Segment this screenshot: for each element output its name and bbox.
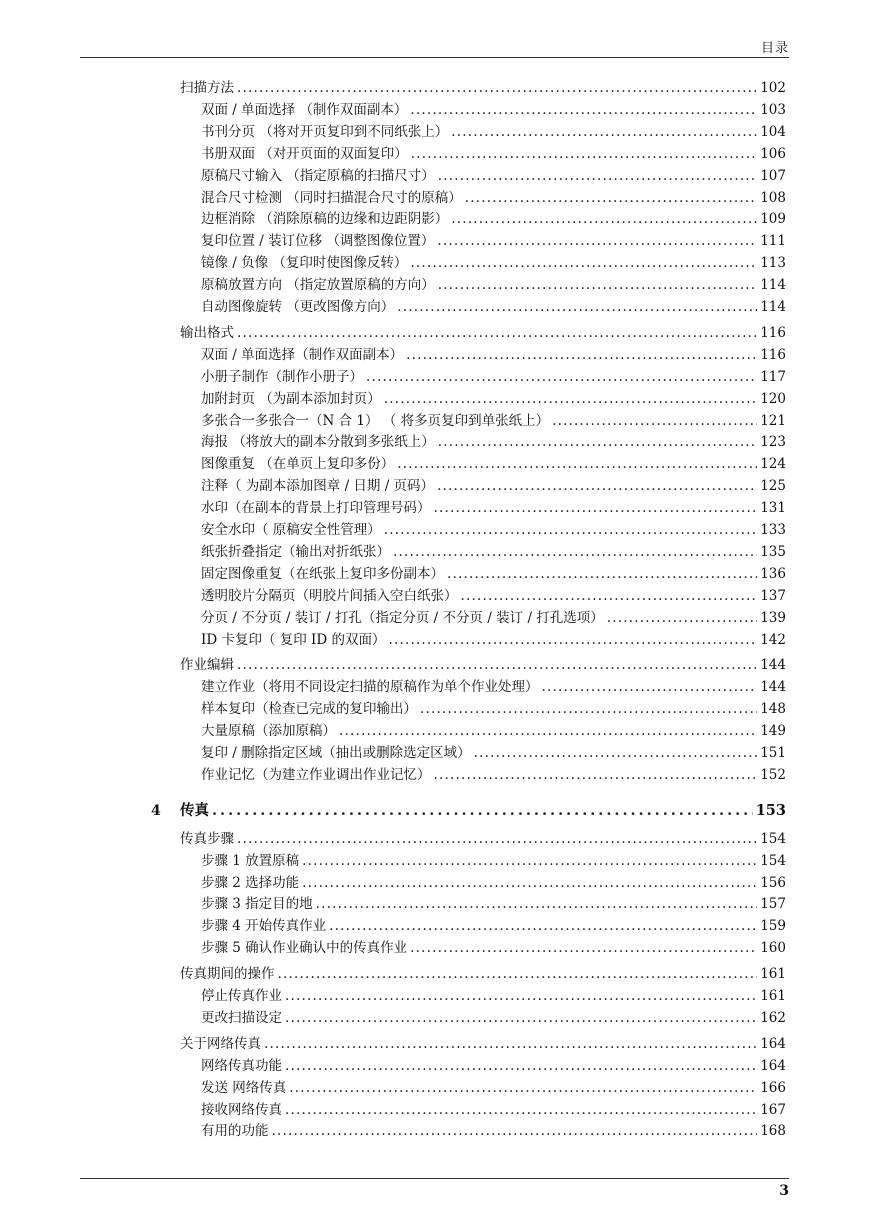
toc-leader-dots bbox=[237, 829, 757, 849]
toc-page: 107 bbox=[760, 167, 786, 184]
toc-entry bbox=[201, 938, 786, 958]
toc-entry bbox=[201, 630, 786, 650]
toc-entry bbox=[201, 367, 786, 387]
toc-page: 144 bbox=[760, 679, 786, 696]
toc-leader-dots bbox=[316, 894, 758, 914]
toc-entry bbox=[201, 986, 786, 1006]
toc-leader-dots bbox=[397, 297, 757, 317]
toc-entry bbox=[201, 100, 786, 120]
toc-title: 停止传真作业 bbox=[201, 988, 282, 1004]
toc-page: 151 bbox=[760, 745, 786, 761]
toc-title: 步骤 4 开始传真作业 bbox=[201, 918, 327, 935]
toc-leader-dots bbox=[329, 916, 757, 936]
toc-entry bbox=[201, 345, 786, 365]
toc-leader-dots bbox=[237, 323, 757, 343]
toc-title: 混合尺寸检测 （同时扫描混合尺寸的原稿） bbox=[201, 189, 462, 206]
toc-leader-dots bbox=[410, 938, 757, 958]
toc-title: 镜像 / 负像 （复印时使图像反转） bbox=[201, 255, 408, 272]
toc-leader-dots bbox=[434, 498, 758, 518]
toc-entry bbox=[201, 699, 786, 719]
toc-title: 复印 / 删除指定区域（抽出或删除选定区域） bbox=[201, 745, 471, 761]
toc-leader-dots bbox=[420, 699, 757, 719]
toc-leader-dots bbox=[388, 630, 757, 650]
toc-leader-dots bbox=[264, 1034, 757, 1054]
toc-title: 自动图像旋转 （更改图像方向） bbox=[201, 299, 395, 315]
toc-entry bbox=[201, 916, 786, 936]
toc-leader-dots bbox=[302, 873, 757, 893]
toc-leader-dots bbox=[285, 1008, 757, 1028]
toc-title: 原稿尺寸输入 （指定原稿的扫描尺寸） bbox=[201, 167, 435, 184]
toc-leader-dots bbox=[437, 476, 757, 496]
toc-title: 有用的功能 bbox=[201, 1123, 269, 1140]
toc-section bbox=[180, 655, 786, 675]
toc-leader-dots bbox=[302, 851, 757, 871]
toc-page: 104 bbox=[760, 123, 786, 140]
toc-page: 162 bbox=[760, 1009, 786, 1026]
toc-title: 步骤 5 确认作业确认中的传真作业 bbox=[201, 940, 408, 957]
toc-title: 步骤 3 指定目的地 bbox=[201, 896, 313, 913]
toc-entry bbox=[201, 721, 786, 741]
toc-page: 116 bbox=[760, 346, 786, 363]
toc-leader-dots bbox=[411, 144, 757, 164]
toc-title: 书册双面 （对开页面的双面复印） bbox=[201, 145, 408, 162]
toc-leader-dots bbox=[474, 743, 758, 763]
toc-leader-dots bbox=[406, 345, 757, 365]
toc-page: 154 bbox=[760, 852, 786, 869]
toc-leader-dots bbox=[272, 1121, 758, 1141]
toc-title: 多张合一多张合一（N 合 1） （ 将多页复印到单张纸上） bbox=[201, 412, 550, 429]
toc-page: 135 bbox=[760, 543, 786, 560]
toc-entry bbox=[201, 608, 786, 628]
toc-title: 纸张折叠指定（输出对折纸张） bbox=[201, 543, 390, 560]
toc-title: 接收网络传真 bbox=[201, 1101, 282, 1118]
toc-leader-dots bbox=[212, 801, 753, 821]
toc-entry bbox=[201, 253, 786, 273]
toc-leader-dots bbox=[339, 721, 757, 741]
toc-title: ID 卡复印（ 复印 ID 的双面） bbox=[201, 631, 386, 648]
toc-entry bbox=[201, 1100, 786, 1120]
toc-leader-dots bbox=[237, 78, 757, 98]
toc-title: 步骤 2 选择功能 bbox=[201, 874, 300, 891]
toc-leader-dots bbox=[607, 608, 757, 628]
toc-title: 传真 bbox=[180, 801, 209, 819]
toc-entry bbox=[201, 188, 786, 208]
toc-page: 149 bbox=[760, 723, 786, 740]
toc-entry bbox=[201, 454, 786, 474]
toc-leader-dots bbox=[461, 586, 758, 606]
toc-title: 作业编辑 bbox=[180, 657, 234, 674]
toc-leader-dots bbox=[393, 542, 757, 562]
header-title: 目录 bbox=[760, 41, 789, 56]
toc-page: 137 bbox=[760, 587, 786, 604]
toc-page: 161 bbox=[760, 988, 786, 1004]
toc-section bbox=[180, 964, 786, 984]
toc-entry bbox=[201, 122, 786, 142]
toc-page: 131 bbox=[760, 500, 786, 517]
toc-page: 139 bbox=[760, 609, 786, 626]
toc-leader-dots bbox=[451, 122, 757, 142]
toc-entry bbox=[201, 1056, 786, 1076]
toc-page: 114 bbox=[760, 277, 786, 294]
toc-title: 图像重复 （在单页上复印多份） bbox=[201, 456, 395, 473]
toc-leader-dots bbox=[289, 1078, 757, 1098]
toc-title: 原稿放置方向 （指定放置原稿的方向） bbox=[201, 277, 435, 294]
toc-page: 167 bbox=[760, 1101, 786, 1118]
toc-leader-dots bbox=[397, 454, 757, 474]
toc-section bbox=[180, 78, 786, 98]
toc-page: 154 bbox=[760, 830, 786, 847]
toc-leader-dots bbox=[451, 209, 757, 229]
toc-page: 113 bbox=[760, 255, 786, 272]
toc-section bbox=[180, 323, 786, 343]
toc-entry bbox=[201, 542, 786, 562]
toc-title: 关于网络传真 bbox=[180, 1035, 261, 1052]
toc-page: 109 bbox=[760, 211, 786, 228]
toc-page: 166 bbox=[760, 1079, 786, 1096]
toc-entry bbox=[201, 873, 786, 893]
toc-title: 水印（在副本的背景上打印管理号码） bbox=[201, 500, 431, 517]
toc-leader-dots bbox=[384, 520, 757, 540]
toc-chapter bbox=[180, 801, 786, 821]
toc-title: 传真期间的操作 bbox=[180, 966, 275, 983]
toc-entry bbox=[201, 743, 786, 763]
toc-title: 传真步骤 bbox=[180, 830, 234, 847]
toc-page: 111 bbox=[760, 233, 786, 250]
page-number: 3 bbox=[779, 1183, 789, 1199]
toc-leader-dots bbox=[384, 389, 757, 409]
toc-page: 144 bbox=[760, 657, 786, 674]
toc-page: 116 bbox=[760, 324, 786, 341]
toc-leader-dots bbox=[434, 765, 758, 785]
toc-page: 114 bbox=[760, 299, 786, 315]
toc-title: 复印位置 / 装订位移 （调整图像位置） bbox=[201, 233, 435, 250]
toc-entry bbox=[201, 1008, 786, 1028]
toc-entry bbox=[201, 1121, 786, 1141]
toc-title: 固定图像重复（在纸张上复印多份副本） bbox=[201, 565, 444, 582]
toc-leader-dots bbox=[438, 432, 757, 452]
footer-rule bbox=[80, 1178, 789, 1179]
toc-page: 148 bbox=[760, 701, 786, 718]
toc-title: 注释（ 为副本添加图章 / 日期 / 页码） bbox=[201, 478, 435, 495]
toc-leader-dots bbox=[552, 411, 757, 431]
toc-leader-dots bbox=[447, 564, 757, 584]
toc-section bbox=[180, 829, 786, 849]
toc-entry bbox=[201, 894, 786, 914]
toc-page: 106 bbox=[760, 145, 786, 162]
toc-title: 发送 网络传真 bbox=[201, 1079, 287, 1096]
toc-leader-dots bbox=[410, 253, 757, 273]
toc-leader-dots bbox=[278, 964, 758, 984]
toc-entry bbox=[201, 586, 786, 606]
toc-page: 161 bbox=[760, 966, 786, 983]
toc-title: 边框消除 （消除原稿的边缘和边距阴影） bbox=[201, 211, 449, 228]
toc-leader-dots bbox=[465, 188, 757, 208]
toc-page: 124 bbox=[760, 456, 786, 473]
toc-page: 136 bbox=[760, 565, 786, 582]
toc-title: 安全水印（ 原稿安全性管理） bbox=[201, 522, 381, 538]
toc-page: 103 bbox=[760, 101, 786, 118]
toc-title: 更改扫描设定 bbox=[201, 1009, 282, 1026]
toc-title: 大量原稿（添加原稿） bbox=[201, 723, 336, 740]
toc-title: 双面 / 单面选择 （制作双面副本） bbox=[201, 101, 408, 118]
toc-title: 扫描方法 bbox=[180, 80, 234, 96]
toc-page: 164 bbox=[760, 1057, 786, 1074]
toc-title: 样本复印（检查已完成的复印输出） bbox=[201, 701, 417, 718]
toc-title: 书刊分页 （将对开页复印到不同纸张上） bbox=[201, 123, 449, 140]
toc-page: 108 bbox=[760, 189, 786, 206]
toc-page: 120 bbox=[760, 390, 786, 407]
toc-entry bbox=[201, 476, 786, 496]
toc-leader-dots bbox=[542, 677, 758, 697]
toc-entry bbox=[201, 389, 786, 409]
toc-page: 157 bbox=[760, 896, 786, 913]
toc-entry bbox=[201, 765, 786, 785]
toc-page: 125 bbox=[760, 478, 786, 495]
header-rule bbox=[80, 57, 789, 58]
toc-leader-dots bbox=[410, 100, 757, 120]
toc-page: 102 bbox=[760, 80, 786, 96]
toc-title: 步骤 1 放置原稿 bbox=[201, 852, 300, 869]
toc-entry bbox=[201, 231, 786, 251]
toc-entry bbox=[201, 498, 786, 518]
toc-entry bbox=[201, 851, 786, 871]
toc-title: 建立作业（将用不同设定扫描的原稿作为单个作业处理） bbox=[201, 679, 539, 696]
toc-leader-dots bbox=[285, 1056, 757, 1076]
toc-page: 121 bbox=[760, 412, 786, 429]
toc-entry bbox=[201, 677, 786, 697]
toc-page: 152 bbox=[760, 766, 786, 783]
toc-title: 透明胶片分隔页（明胶片间插入空白纸张） bbox=[201, 587, 458, 604]
toc-entry bbox=[201, 411, 786, 431]
toc-leader-dots bbox=[438, 166, 757, 186]
toc-entry bbox=[201, 144, 786, 164]
toc-page: 164 bbox=[760, 1035, 786, 1052]
toc-title: 加附封页 （为副本添加封页） bbox=[201, 390, 381, 407]
toc-leader-dots bbox=[437, 231, 757, 251]
toc-page: 168 bbox=[760, 1123, 786, 1140]
toc-entry bbox=[201, 166, 786, 186]
toc-entry bbox=[201, 1078, 786, 1098]
toc-page: 117 bbox=[760, 368, 786, 385]
toc-title: 作业记忆（为建立作业调出作业记忆） bbox=[201, 766, 431, 783]
toc-title: 海报 （将放大的副本分散到多张纸上） bbox=[201, 434, 435, 451]
toc-page: 156 bbox=[760, 874, 786, 891]
toc-entry bbox=[201, 432, 786, 452]
toc-leader-dots bbox=[438, 275, 757, 295]
toc-title: 小册子制作（制作小册子） bbox=[201, 368, 363, 385]
toc-entry bbox=[201, 564, 786, 584]
toc-page: 160 bbox=[760, 940, 786, 957]
toc-leader-dots bbox=[285, 1100, 757, 1120]
toc-page: 133 bbox=[760, 522, 786, 538]
toc-page: 153 bbox=[755, 801, 786, 819]
toc-leader-dots bbox=[237, 655, 757, 675]
chapter-number: 4 bbox=[151, 802, 161, 819]
toc-leader-dots bbox=[366, 367, 757, 387]
toc-title: 输出格式 bbox=[180, 324, 234, 341]
toc-title: 网络传真功能 bbox=[201, 1057, 282, 1074]
toc-page: 123 bbox=[760, 434, 786, 451]
toc-title: 双面 / 单面选择（制作双面副本） bbox=[201, 346, 404, 363]
toc-entry bbox=[201, 297, 786, 317]
toc-title: 分页 / 不分页 / 装订 / 打孔（指定分页 / 不分页 / 装订 / 打孔选项） bbox=[201, 609, 604, 626]
toc-page: 159 bbox=[760, 918, 786, 935]
toc-entry bbox=[201, 209, 786, 229]
toc-section bbox=[180, 1034, 786, 1054]
toc-leader-dots bbox=[285, 986, 757, 1006]
toc-entry bbox=[201, 520, 786, 540]
toc-entry bbox=[201, 275, 786, 295]
toc-page: 142 bbox=[760, 631, 786, 648]
